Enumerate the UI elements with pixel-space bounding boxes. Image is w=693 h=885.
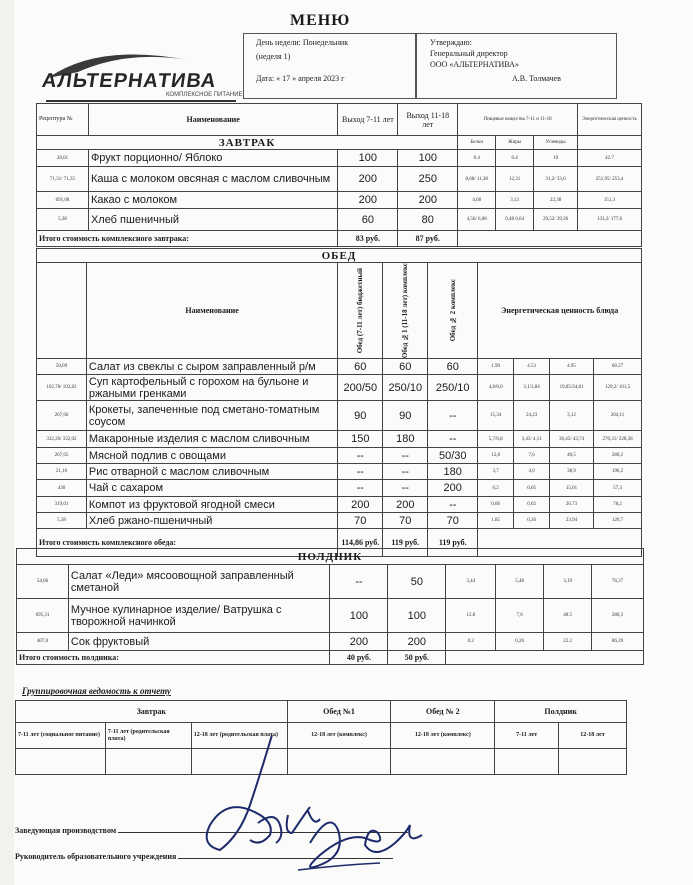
portion-7-11: 100 [338, 150, 398, 167]
fat-value: 24,23 [514, 401, 550, 431]
portion-7-11: -- [330, 565, 388, 599]
lunch-total-3: 119 руб. [428, 529, 478, 557]
protein-value: 0.2 [446, 633, 496, 651]
report-sub-col: 12-18 лет (комплекс) [287, 723, 391, 749]
table-row [37, 359, 642, 375]
portion-11-18: 200 [398, 192, 458, 209]
table-row [37, 513, 642, 529]
snack-section-row [17, 549, 644, 565]
table-row [17, 599, 644, 633]
breakfast-total-1: 83 руб. [338, 231, 398, 247]
protein-value: 3,7 [478, 464, 514, 480]
portion-lunch-1: 70 [383, 513, 428, 529]
dish-name: Сок фруктовый [68, 633, 330, 651]
col-out2: Выход 11-18 лет [398, 104, 458, 136]
recipe-code: 71,31/ 71,35 [37, 167, 89, 192]
breakfast-table [36, 103, 642, 247]
lunch-col-energy: Энергетическая ценность блюда [478, 263, 642, 359]
dish-name: Чай с сахаром [86, 480, 337, 497]
table-row [37, 464, 642, 480]
recipe-code: 691,08 [37, 192, 89, 209]
footer-label-2: Руководитель образовательного учреждения [15, 852, 177, 861]
snack-section-title: ПОЛДНИК [17, 549, 644, 565]
portion-lunch-2: 250/10 [428, 375, 478, 401]
dish-name: Крокеты, запеченные под сметано-томатным соусом [86, 401, 337, 431]
week-line: (неделя 1) [256, 52, 291, 61]
protein-value: 5,7/6,8 [478, 431, 514, 448]
dish-name: Хлеб пшеничный [88, 209, 337, 231]
lunch-col-3: Обед № 2 комплекс [448, 279, 457, 342]
col-fat: Жиры [496, 136, 534, 150]
portion-budget: -- [338, 480, 383, 497]
dish-name: Салат из свеклы с сыром заправленный р/м [86, 359, 337, 375]
energy-value: 126,7 [594, 513, 642, 529]
recipe-code: 319,01 [37, 497, 87, 513]
report-snack-header: Полдник [495, 701, 627, 723]
breakfast-section-row [37, 136, 642, 150]
company-logo [38, 48, 243, 104]
dish-name: Салат «Леди» мясоовощной заправленный сметаной [68, 565, 330, 599]
fat-value: 4.53 [514, 359, 550, 375]
recipe-code: 50,09 [37, 359, 87, 375]
energy-value: 133,2/ 177,6 [578, 209, 642, 231]
date-line: Дата: « 17 » апреля 2023 г [256, 74, 345, 83]
portion-11-18: 250 [398, 167, 458, 192]
lunch-total-1: 114,86 руб. [338, 529, 383, 557]
carb-value: 40.5 [544, 599, 592, 633]
fat-value: 0,05 [514, 480, 550, 497]
logo-text: АЛЬТЕРНАТИВА [40, 70, 218, 92]
lunch-section-title: ОБЕД [37, 249, 642, 263]
fat-value: 0,02 [514, 497, 550, 513]
breakfast-section-title: ЗАВТРАК [37, 136, 458, 150]
col-recipe: Рецептура № [37, 104, 89, 136]
protein-value: 0,2 [478, 480, 514, 497]
recipe-code: 267,66 [37, 401, 87, 431]
fat-value: 7,6 [496, 599, 544, 633]
breakfast-total-2: 87 руб. [398, 231, 458, 247]
dish-name: Мясной подлив с овощами [86, 448, 337, 464]
fat-value: 3,43/ 4,11 [514, 431, 550, 448]
report-sub-col: 7-11 лет (родительская плата) [105, 723, 191, 749]
portion-7-11: 200 [338, 167, 398, 192]
protein-value: 0,06 [478, 497, 514, 513]
col-nutrients: Пищевые вещества 7-11 и 11-18 [458, 104, 578, 136]
energy-value: 204,11 [594, 401, 642, 431]
portion-12-18: 200 [388, 633, 446, 651]
portion-budget: -- [338, 448, 383, 464]
col-energy: Энергетическая ценность [578, 104, 642, 136]
dish-name: Фрукт порционно/ Яблоко [88, 150, 337, 167]
recipe-code: 54,66 [17, 565, 69, 599]
carb-value: 10 [534, 150, 578, 167]
portion-7-11: 200 [330, 633, 388, 651]
recipe-code: 5,38 [37, 209, 89, 231]
portion-budget: 150 [338, 431, 383, 448]
breakfast-header-row [37, 104, 642, 136]
col-name: Наименование [88, 104, 337, 136]
carb-value: 3,12 [550, 401, 594, 431]
recipe-code: 430 [37, 480, 87, 497]
energy-value: 129,2/ 161,5 [594, 375, 642, 401]
table-row [17, 633, 644, 651]
energy-value: 270,31/ 228,38 [594, 431, 642, 448]
carb-value: 31,2/ 33,6 [534, 167, 578, 192]
portion-lunch-1: -- [383, 448, 428, 464]
protein-value: 4,68 [458, 192, 496, 209]
dish-name: Макаронные изделия с маслом сливочным [86, 431, 337, 448]
protein-value: 0.4 [458, 150, 496, 167]
table-row [17, 565, 644, 599]
carb-value: 4.95 [550, 359, 594, 375]
carb-value: 15,01 [550, 480, 594, 497]
dish-name: Компот из фруктовой ягодной смеси [86, 497, 337, 513]
report-sub-col: 7-11 лет [495, 723, 559, 749]
fat-value: 0.4 [496, 150, 534, 167]
protein-value: 1.99 [478, 359, 514, 375]
recipe-code: 102,78/ 102,82 [37, 375, 87, 401]
report-lunch1-header: Обед №1 [287, 701, 391, 723]
energy-value: 280,2 [594, 448, 642, 464]
table-row [37, 401, 642, 431]
carb-value: 22,38 [534, 192, 578, 209]
table-row [37, 480, 642, 497]
fat-value: 0,36 [514, 513, 550, 529]
energy-value: 251,95/ 253,4 [578, 167, 642, 192]
table-row [37, 150, 642, 167]
energy-value: 78,2 [594, 497, 642, 513]
recipe-code: 5,38 [37, 513, 87, 529]
table-row [37, 497, 642, 513]
energy-value: 57,3 [594, 480, 642, 497]
lunch-total-2: 119 руб. [383, 529, 428, 557]
report-sub-col: 7-11 лет (социальное питание) [16, 723, 106, 749]
recipe-code: 267,65 [37, 448, 87, 464]
lunch-col-1: Обед (7-11 лет) бюджетный [356, 267, 365, 354]
protein-value: 1.85 [478, 513, 514, 529]
carb-value: 23,94 [550, 513, 594, 529]
carb-value: 40,5 [550, 448, 594, 464]
dish-name: Суп картофельный с горохом на бульоне и ржаными гренками [86, 375, 337, 401]
dish-name: Каша с молоком овсяная с маслом сливочным [88, 167, 337, 192]
portion-lunch-2: -- [428, 497, 478, 513]
portion-lunch-2: 70 [428, 513, 478, 529]
recipe-code: 407,0 [17, 633, 69, 651]
fat-value: 4,0 [514, 464, 550, 480]
energy-value: 280,3 [592, 599, 644, 633]
table-row [37, 431, 642, 448]
col-protein: Белки [458, 136, 496, 150]
portion-lunch-2: 180 [428, 464, 478, 480]
protein-value: 15,34 [478, 401, 514, 431]
carb-value: 19,85/24,81 [550, 375, 594, 401]
fat-value: 12,31 [496, 167, 534, 192]
fat-value: 5,48 [496, 565, 544, 599]
portion-budget: 90 [338, 401, 383, 431]
dish-name: Какао с молоком [88, 192, 337, 209]
snack-total-row [17, 651, 644, 665]
portion-budget: -- [338, 464, 383, 480]
report-sub-col: 12-18 лет [559, 723, 627, 749]
footer-label-1: Заведующая производством [15, 826, 117, 835]
fat-value: 0,26 [496, 633, 544, 651]
dish-name: Рис отварной с маслом сливочным [86, 464, 337, 480]
col-carb: Углеводы [534, 136, 578, 150]
portion-11-18: 80 [398, 209, 458, 231]
page-title: МЕНЮ [290, 12, 351, 29]
table-row [37, 167, 642, 192]
report-lunch2-header: Обед № 2 [391, 701, 495, 723]
report-breakfast-header: Завтрак [16, 701, 288, 723]
protein-value: 12.8 [446, 599, 496, 633]
fat-value: 3,1/3,84 [514, 375, 550, 401]
lunch-table [36, 248, 642, 557]
snack-total-2: 50 руб. [388, 651, 446, 665]
snack-total-1: 40 руб. [330, 651, 388, 665]
portion-lunch-1: 90 [383, 401, 428, 431]
portion-lunch-2: 200 [428, 480, 478, 497]
breakfast-total-row [37, 231, 642, 247]
portion-lunch-2: -- [428, 401, 478, 431]
carb-value: 3,19 [544, 565, 592, 599]
approve-org: ООО «АЛЬТЕРНАТИВА» [430, 60, 519, 69]
table-row [37, 448, 642, 464]
energy-value: 68.27 [594, 359, 642, 375]
energy-value: 196,2 [594, 464, 642, 480]
report-title: Группировочная ведомость к отчету [22, 686, 171, 696]
energy-value: 86,39 [592, 633, 644, 651]
portion-lunch-1: 180 [383, 431, 428, 448]
recipe-code: 332,26/ 332,02 [37, 431, 87, 448]
portion-budget: 200/50 [338, 375, 383, 401]
protein-value: 4,8/6,0 [478, 375, 514, 401]
portion-lunch-2: 60 [428, 359, 478, 375]
lunch-section-row [37, 249, 642, 263]
carb-value: 20.73 [550, 497, 594, 513]
handwritten-signature [180, 715, 440, 880]
energy-value: 42.7 [578, 150, 642, 167]
lunch-header-row [37, 263, 642, 359]
portion-budget: 200 [338, 497, 383, 513]
portion-lunch-1: 250/10 [383, 375, 428, 401]
date-box [243, 33, 417, 99]
portion-12-18: 100 [388, 599, 446, 633]
lunch-col-name: Наименование [86, 263, 337, 359]
portion-lunch-1: -- [383, 480, 428, 497]
energy-value: 76,37 [592, 565, 644, 599]
day-line: День недели: Понедельник [256, 38, 349, 47]
approval-box [415, 33, 617, 99]
portion-11-18: 100 [398, 150, 458, 167]
lunch-total-label: Итого стоимость комплексного обеда: [37, 529, 338, 557]
portion-lunch-1: -- [383, 464, 428, 480]
carb-value: 36,45/ 43,74 [550, 431, 594, 448]
table-row [37, 209, 642, 231]
approve-name: А.В. Толмачев [512, 74, 561, 83]
protein-value: 3,44 [446, 565, 496, 599]
portion-7-11: 200 [338, 192, 398, 209]
protein-value: 12,8 [478, 448, 514, 464]
fat-value: 3,13 [496, 192, 534, 209]
dish-name: Мучное кулинарное изделие/ Ватрушка с творожной начинкой [68, 599, 330, 633]
col-out1: Выход 7-11 лет [338, 104, 398, 136]
portion-7-11: 60 [338, 209, 398, 231]
portion-budget: 70 [338, 513, 383, 529]
energy-value: 151,3 [578, 192, 642, 209]
approve-position: Генеральный директор [430, 49, 508, 58]
carb-value: 22.2 [544, 633, 592, 651]
breakfast-total-label: Итого стоимость комплексного завтрака: [37, 231, 338, 247]
fat-value: 7,6 [514, 448, 550, 464]
recipe-code: 695,31 [17, 599, 69, 633]
protein-value: 8,68/ 11,38 [458, 167, 496, 192]
lunch-col-2: Обед №1 (11-18 лет) комплекс [401, 263, 410, 359]
report-sub-col: 12-18 лет (комплекс) [391, 723, 495, 749]
recipe-code: 28,01 [37, 150, 89, 167]
portion-lunch-1: 200 [383, 497, 428, 513]
table-row [37, 375, 642, 401]
fat-value: 0,48 0,64 [496, 209, 534, 231]
dish-name: Хлеб ржано-пшеничный [86, 513, 337, 529]
portion-7-11: 100 [330, 599, 388, 633]
recipe-code: 21,10 [37, 464, 87, 480]
portion-12-18: 50 [388, 565, 446, 599]
snack-table [16, 548, 644, 665]
portion-lunch-2: -- [428, 431, 478, 448]
carb-value: 29,52/ 39,36 [534, 209, 578, 231]
portion-lunch-2: 50/30 [428, 448, 478, 464]
table-row [37, 192, 642, 209]
report-sub-col: 12-18 лет (родительская плата) [191, 723, 287, 749]
portion-budget: 60 [338, 359, 383, 375]
logo-subtext: КОМПЛЕКСНОЕ ПИТАНИЕ [166, 92, 243, 98]
snack-total-label: Итого стоимость полдника: [17, 651, 330, 665]
approve-label: Утверждаю: [430, 38, 472, 47]
protein-value: 4,56/ 6,08 [458, 209, 496, 231]
portion-lunch-1: 60 [383, 359, 428, 375]
carb-value: 38,9 [550, 464, 594, 480]
